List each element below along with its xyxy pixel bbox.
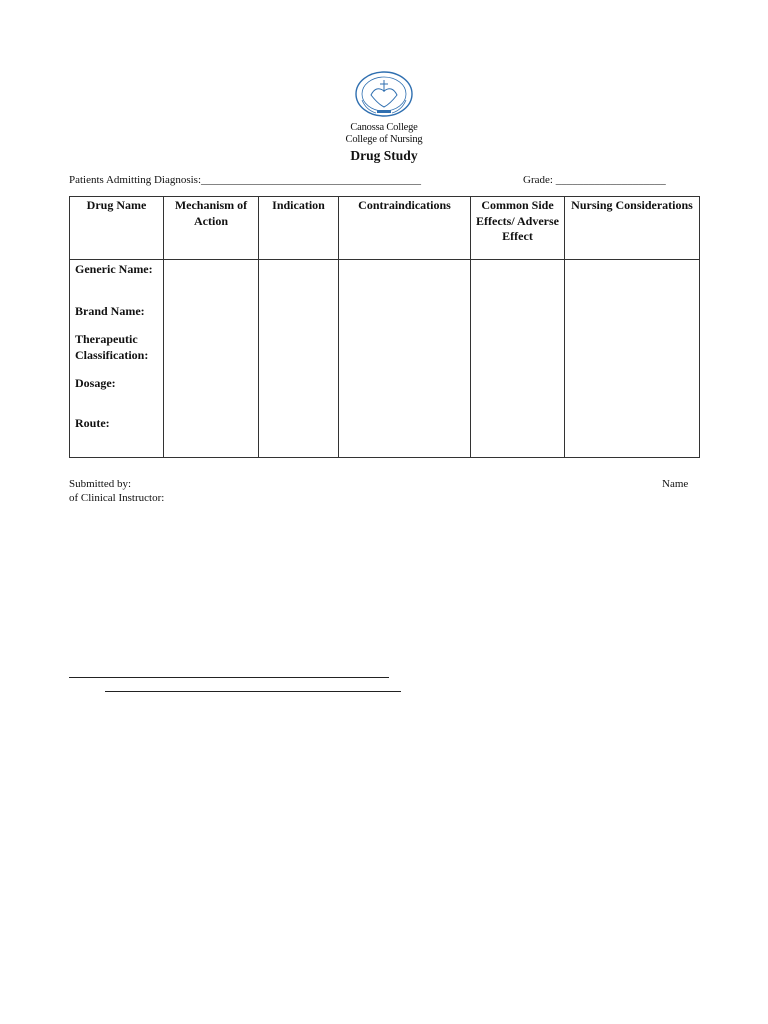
header-drug-name: Drug Name [70,197,164,260]
diagnosis-field [69,174,421,186]
mechanism-of-action-cell[interactable] [164,260,259,458]
table-row [70,260,700,458]
name-label: Name [662,478,689,490]
document-title: Drug Study [350,148,418,163]
header-nursing-considerations: Nursing Considerations [565,197,700,260]
header-side-effects: Common Side Effects/ Adverse Effect [471,197,565,260]
therapeutic-classification-label: Therapeutic Classification: [75,332,149,362]
grade-field [523,174,666,186]
drug-name-cell[interactable] [70,260,164,458]
side-effects-cell[interactable] [471,260,565,458]
header-contraindications: Contraindications [339,197,471,260]
submitted-by-label: Submitted by: [69,478,132,490]
diagnosis-blank: ________________________________________ [201,174,422,186]
generic-name-label: Generic Name: [75,262,153,276]
dosage-label: Dosage: [75,376,116,390]
college-seal-logo [354,70,414,118]
header-mechanism-of-action: Mechanism of Action [164,197,259,260]
grade-label: Grade: [523,174,553,186]
drug-study-table [69,196,700,458]
brand-name-label: Brand Name: [75,304,145,318]
table-header-row [70,197,700,260]
institution-name: Canossa College [350,122,418,133]
signature-line [105,691,401,692]
header-indication: Indication [259,197,339,260]
contraindications-cell[interactable] [339,260,471,458]
department-name: College of Nursing [345,134,423,145]
nursing-considerations-cell[interactable] [565,260,700,458]
diagnosis-label: Patients Admitting Diagnosis: [69,174,202,186]
route-label: Route: [75,416,110,430]
signature-line [69,677,389,678]
grade-blank: ____________________ [555,174,666,186]
clinical-instructor-label: of Clinical Instructor: [69,492,165,504]
indication-cell[interactable] [259,260,339,458]
